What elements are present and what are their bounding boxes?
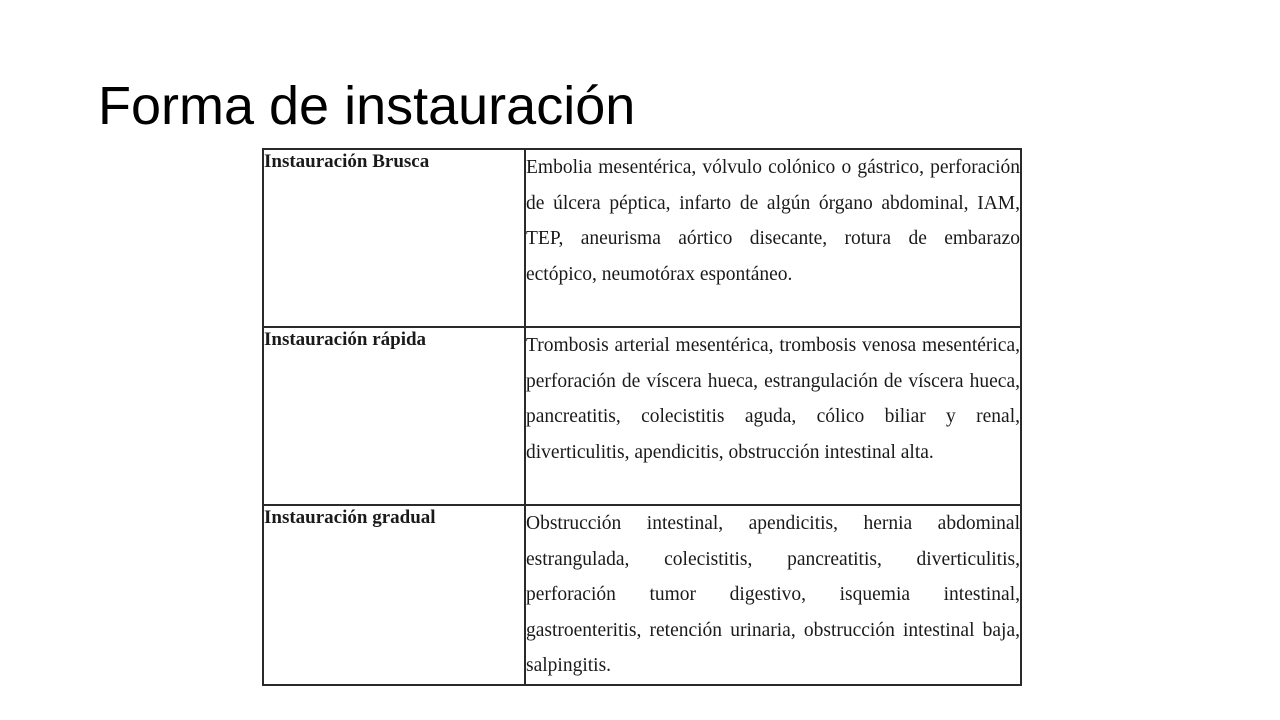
row-label: Instauración Brusca xyxy=(264,151,430,172)
onset-table-container xyxy=(262,148,1022,686)
row-label-cell xyxy=(263,149,525,327)
row-description-cell xyxy=(525,149,1021,327)
row-label: Instauración gradual xyxy=(264,507,436,528)
row-description: Embolia mesentérica, vólvulo colónico o gástrico, perforación de úlcera péptica, infarto de algún órgano abdominal, IAM, TEP, aneurisma aórtico disecante, rotura de embarazo ectópico, neumotórax espontáneo. xyxy=(526,157,1020,285)
row-label-cell xyxy=(263,505,525,685)
row-description-cell xyxy=(525,505,1021,685)
row-description: Obstrucción intestinal, apendicitis, hernia abdominal estrangulada, colecistitis, pancreatitis, diverticulitis, perforación tumor digestivo, isquemia intestinal, gastroenteritis, retención urinaria, obstrucción intestinal baja, salpingitis. xyxy=(526,513,1020,676)
table-row xyxy=(263,327,1021,505)
slide-title: Forma de instauración xyxy=(98,76,636,136)
row-description-cell xyxy=(525,327,1021,505)
row-label-cell xyxy=(263,327,525,505)
table-row xyxy=(263,149,1021,327)
row-label: Instauración rápida xyxy=(264,329,427,350)
onset-table xyxy=(262,148,1022,686)
table-row xyxy=(263,505,1021,685)
row-description: Trombosis arterial mesentérica, trombosis venosa mesentérica, perforación de víscera hueca, estrangulación de víscera hueca, pancreatitis, colecistitis aguda, cólico biliar y renal, diverticulitis, apendicitis, obstrucción intestinal alta. xyxy=(526,335,1020,463)
